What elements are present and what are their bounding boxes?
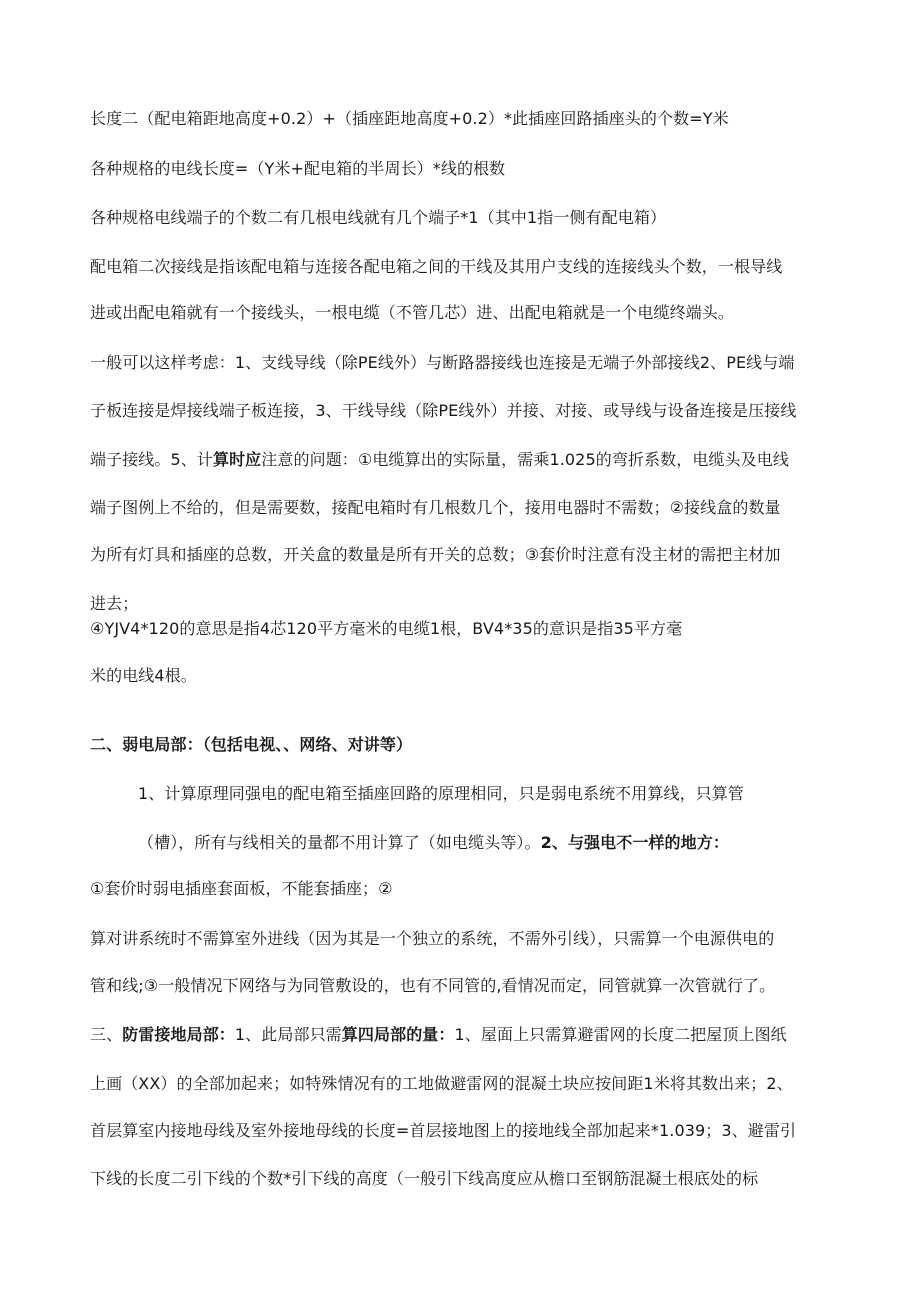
text-line: 管和线;③一般情况下网络与为同管敷设的，也有不同管的,看情况而定，同管就算一次管就行了。	[90, 976, 776, 995]
text-run: 注意的问题：①电缆算出的实际量，需乘1.025的弯折系数，电缆头及电线	[261, 450, 789, 469]
text-run: 1、此局部只需	[234, 1025, 342, 1044]
text-line: 进或出配电箱就有一个接线头，一根电缆（不管几芯）进、出配电箱就是一个电缆终端头。	[90, 303, 735, 322]
bold-text-run: 防雷接地局部：	[122, 1025, 235, 1044]
text-line: 下线的长度二引下线的个数*引下线的高度（一般引下线高度应从檐口至钢筋混凝土根底处的标	[90, 1169, 759, 1188]
text-line: 子板连接是焊接线端子板连接，3、干线导线（除PE线外）并接、对接、或导线与设备连接是压接线	[90, 401, 797, 420]
section-heading: 二、弱电局部：（包括电视、、网络、对讲等）	[90, 735, 413, 754]
text-line: 1、计算原理同强电的配电箱至插座回路的原理相同，只是弱电系统不用算线，只算管	[138, 784, 744, 803]
text-run: （槽），所有与线相关的量都不用计算了（如电缆头等）。	[138, 833, 541, 852]
text-line: 上画（XX）的全部加起来；如特殊情况有的工地做避雷网的混凝土块应按间距1米将其数出来；2、	[90, 1074, 793, 1093]
text-line: 配电箱二次接线是指该配电箱与连接各配电箱之间的干线及其用户支线的连接线头个数，一根导线	[90, 257, 783, 276]
bold-text-run: 2、与强电不一样的地方：	[540, 833, 729, 852]
text-line	[90, 1024, 787, 1046]
text-line: 一般可以这样考虑：1、支线导线（除PE线外）与断路器接线也连接是无端子外部接线2、PE线与端	[90, 353, 795, 372]
text-line: 米的电线4根。	[90, 666, 197, 685]
text-run: 端子接线。5、计	[90, 450, 213, 469]
text-run: 三、	[90, 1025, 123, 1044]
text-line	[138, 832, 729, 854]
text-run: 1、屋面上只需算避雷网的长度二把屋顶上图纸	[454, 1025, 787, 1044]
text-line: 为所有灯具和插座的总数，开关盒的数量是所有开关的总数；③套价时注意有没主材的需把主材加	[90, 545, 781, 564]
text-line: ①套价时弱电插座套面板，不能套插座；②	[90, 879, 393, 898]
text-line: 长度二（配电箱距地高度+0.2）+（插座距地高度+0.2）*此插座回路插座头的个数=Y米	[90, 109, 729, 128]
bold-text-run: 算四局部的量：	[341, 1025, 455, 1044]
text-line: 首层算室内接地母线及室外接地母线的长度=首层接地图上的接地线全部加起来*1.039；3、避雷引	[90, 1121, 797, 1140]
text-line: 各种规格的电线长度=（Y米+配电箱的半周长）*线的根数	[90, 159, 506, 178]
text-line: ④YJV4*120的意思是指4芯120平方毫米的电缆1根，BV4*35的意识是指35平方毫	[90, 619, 683, 638]
bold-text-run: 算时应	[212, 450, 262, 469]
text-line	[90, 449, 789, 471]
text-line: 各种规格电线端子的个数二有几根电线就有几个端子*1（其中1指一侧有配电箱）	[90, 208, 667, 227]
text-line: 端子图例上不给的，但是需要数，接配电箱时有几根数几个，接用电器时不需数；②接线盒的数量	[90, 498, 781, 517]
text-line: 进去；	[90, 594, 139, 613]
text-line: 算对讲系统时不需算室外进线（因为其是一个独立的系统，不需外引线），只需算一个电源供电的	[90, 929, 775, 948]
